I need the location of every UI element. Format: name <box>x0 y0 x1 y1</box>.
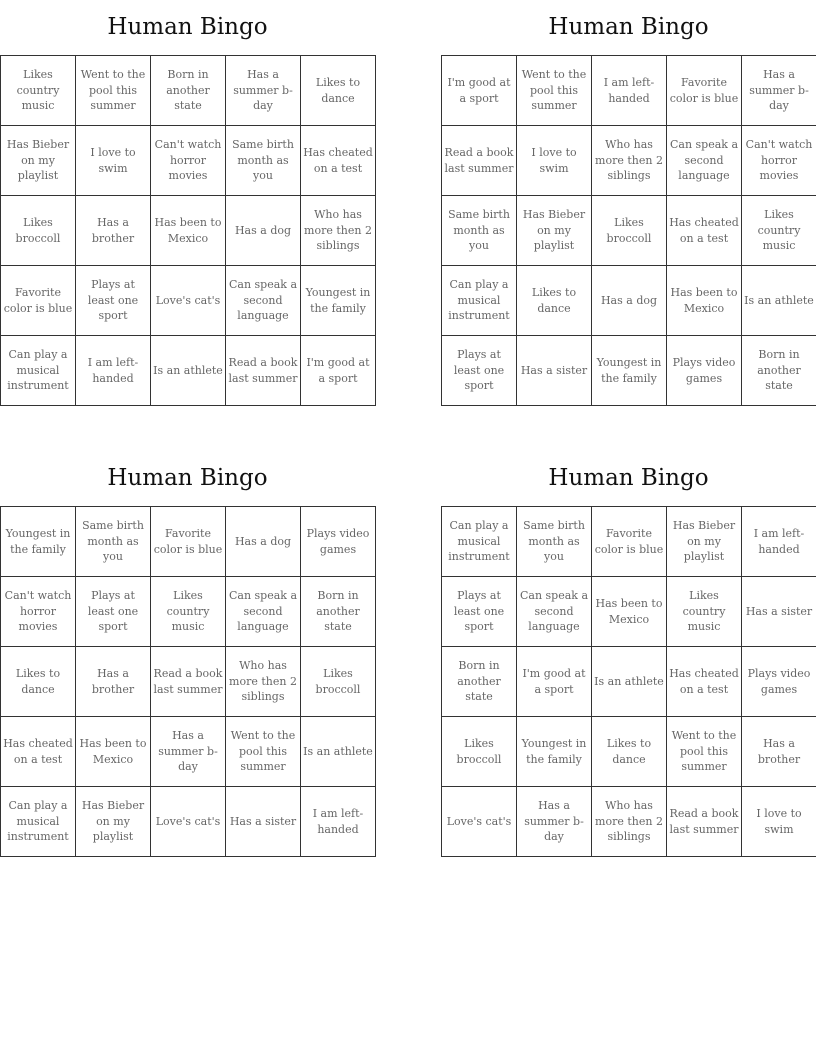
bingo-cell: Plays at least one sport <box>76 577 151 647</box>
bingo-cell: Has a dog <box>226 196 301 266</box>
bingo-cell: Plays video games <box>667 336 742 406</box>
bingo-cell: Has been to Mexico <box>151 196 226 266</box>
bingo-cell: I'm good at a sport <box>301 336 376 406</box>
bingo-cell: Likes country music <box>667 577 742 647</box>
bingo-cell: Can play a musical instrument <box>1 336 76 406</box>
bingo-cell: Likes to dance <box>517 266 592 336</box>
bingo-cell: Read a book last summer <box>667 787 742 857</box>
bingo-cell: Youngest in the family <box>517 717 592 787</box>
bingo-cell: Plays video games <box>742 647 816 717</box>
bingo-cell: Who has more then 2 siblings <box>301 196 376 266</box>
bingo-cell: Went to the pool this summer <box>517 56 592 126</box>
bingo-cell: Has Bieber on my playlist <box>1 126 76 196</box>
bingo-cell: Has a summer b-day <box>742 56 816 126</box>
bingo-cell: I'm good at a sport <box>442 56 517 126</box>
bingo-cell: I am left-handed <box>742 507 816 577</box>
bingo-cell: I love to swim <box>76 126 151 196</box>
bingo-cell: Likes to dance <box>592 717 667 787</box>
bingo-grid <box>441 506 816 857</box>
grid-row <box>442 56 816 126</box>
grid-row <box>1 126 376 196</box>
bingo-cell: Love's cat's <box>151 266 226 336</box>
bingo-cell: Has cheated on a test <box>667 647 742 717</box>
grid-row <box>1 336 376 406</box>
bingo-cell: Can speak a second language <box>667 126 742 196</box>
card-title: Human Bingo <box>548 14 709 40</box>
bingo-cell: Plays at least one sport <box>76 266 151 336</box>
bingo-cell: Has a dog <box>592 266 667 336</box>
bingo-cell: I am left-handed <box>301 787 376 857</box>
bingo-cell: Can speak a second language <box>226 577 301 647</box>
grid-row <box>1 507 376 577</box>
bingo-cell: Has a sister <box>517 336 592 406</box>
bingo-cell: Favorite color is blue <box>667 56 742 126</box>
card-title: Human Bingo <box>548 465 709 491</box>
bingo-cell: Has a dog <box>226 507 301 577</box>
grid-row <box>442 126 816 196</box>
grid-row <box>1 717 376 787</box>
bingo-cell: I love to swim <box>517 126 592 196</box>
bingo-cell: Can't watch horror movies <box>1 577 76 647</box>
bingo-cell: Has a brother <box>76 647 151 717</box>
grid-row <box>1 647 376 717</box>
bingo-cell: Born in another state <box>301 577 376 647</box>
bingo-cell: Has a brother <box>76 196 151 266</box>
grid-row <box>1 196 376 266</box>
bingo-cell: Can speak a second language <box>226 266 301 336</box>
grid-row <box>442 507 816 577</box>
bingo-cell: Likes country music <box>1 56 76 126</box>
bingo-cell: Is an athlete <box>742 266 816 336</box>
bingo-cell: Likes country music <box>742 196 816 266</box>
bingo-cell: Likes broccoll <box>442 717 517 787</box>
grid-row <box>442 647 816 717</box>
bingo-grid <box>441 55 816 406</box>
card-title: Human Bingo <box>107 14 268 40</box>
bingo-cell: Plays at least one sport <box>442 577 517 647</box>
bingo-cell: I am left-handed <box>76 336 151 406</box>
grid-row <box>1 56 376 126</box>
bingo-cell: Youngest in the family <box>592 336 667 406</box>
grid-row <box>1 577 376 647</box>
bingo-cell: Likes to dance <box>301 56 376 126</box>
bingo-cell: Read a book last summer <box>151 647 226 717</box>
bingo-cell: Has cheated on a test <box>1 717 76 787</box>
bingo-cell: Youngest in the family <box>301 266 376 336</box>
bingo-cell: Has a brother <box>742 717 816 787</box>
bingo-cell: Has a summer b-day <box>151 717 226 787</box>
bingo-cell: Who has more then 2 siblings <box>592 787 667 857</box>
bingo-cell: Went to the pool this summer <box>667 717 742 787</box>
grid-row <box>442 266 816 336</box>
bingo-cell: I am left-handed <box>592 56 667 126</box>
bingo-cell: Favorite color is blue <box>592 507 667 577</box>
bingo-cell: Same birth month as you <box>76 507 151 577</box>
bingo-cell: Same birth month as you <box>226 126 301 196</box>
bingo-cell: Has Bieber on my playlist <box>667 507 742 577</box>
grid-row <box>442 787 816 857</box>
bingo-cell: Likes broccoll <box>1 196 76 266</box>
bingo-cell: Plays video games <box>301 507 376 577</box>
grid-row <box>1 787 376 857</box>
bingo-cell: Has been to Mexico <box>667 266 742 336</box>
bingo-cell: Is an athlete <box>301 717 376 787</box>
grid-row <box>442 577 816 647</box>
bingo-cell: Love's cat's <box>442 787 517 857</box>
bingo-cell: Has cheated on a test <box>667 196 742 266</box>
grid-row <box>442 336 816 406</box>
bingo-cell: I love to swim <box>742 787 816 857</box>
bingo-cell: Favorite color is blue <box>1 266 76 336</box>
bingo-cell: Likes to dance <box>1 647 76 717</box>
bingo-cell: Has a summer b-day <box>226 56 301 126</box>
bingo-cell: Can play a musical instrument <box>442 507 517 577</box>
bingo-cell: Can't watch horror movies <box>151 126 226 196</box>
grid-row <box>442 196 816 266</box>
bingo-cell: Favorite color is blue <box>151 507 226 577</box>
bingo-cell: Who has more then 2 siblings <box>592 126 667 196</box>
bingo-grid <box>0 506 376 857</box>
bingo-cell: Read a book last summer <box>226 336 301 406</box>
bingo-cell: Born in another state <box>742 336 816 406</box>
bingo-cell: Likes broccoll <box>592 196 667 266</box>
bingo-cell: Love's cat's <box>151 787 226 857</box>
bingo-cell: Read a book last summer <box>442 126 517 196</box>
bingo-cell: Has been to Mexico <box>592 577 667 647</box>
bingo-cell: Has cheated on a test <box>301 126 376 196</box>
bingo-grid <box>0 55 376 406</box>
bingo-cell: Same birth month as you <box>517 507 592 577</box>
bingo-cell: Has been to Mexico <box>76 717 151 787</box>
grid-row <box>1 266 376 336</box>
bingo-cell: Can speak a second language <box>517 577 592 647</box>
bingo-cell: Likes country music <box>151 577 226 647</box>
bingo-cell: Youngest in the family <box>1 507 76 577</box>
bingo-cell: I'm good at a sport <box>517 647 592 717</box>
bingo-cell: Likes broccoll <box>301 647 376 717</box>
bingo-cell: Can play a musical instrument <box>442 266 517 336</box>
bingo-cell: Has a sister <box>742 577 816 647</box>
bingo-cell: Plays at least one sport <box>442 336 517 406</box>
bingo-cell: Can play a musical instrument <box>1 787 76 857</box>
bingo-cell: Has Bieber on my playlist <box>517 196 592 266</box>
bingo-cell: Born in another state <box>442 647 517 717</box>
bingo-cell: Has a summer b-day <box>517 787 592 857</box>
bingo-cell: Has a sister <box>226 787 301 857</box>
bingo-cell: Went to the pool this summer <box>226 717 301 787</box>
bingo-cell: Went to the pool this summer <box>76 56 151 126</box>
bingo-cell: Born in another state <box>151 56 226 126</box>
card-title: Human Bingo <box>107 465 268 491</box>
bingo-cell: Has Bieber on my playlist <box>76 787 151 857</box>
bingo-cell: Is an athlete <box>592 647 667 717</box>
bingo-cell: Same birth month as you <box>442 196 517 266</box>
bingo-cell: Can't watch horror movies <box>742 126 816 196</box>
bingo-cell: Is an athlete <box>151 336 226 406</box>
bingo-cell: Who has more then 2 siblings <box>226 647 301 717</box>
grid-row <box>442 717 816 787</box>
